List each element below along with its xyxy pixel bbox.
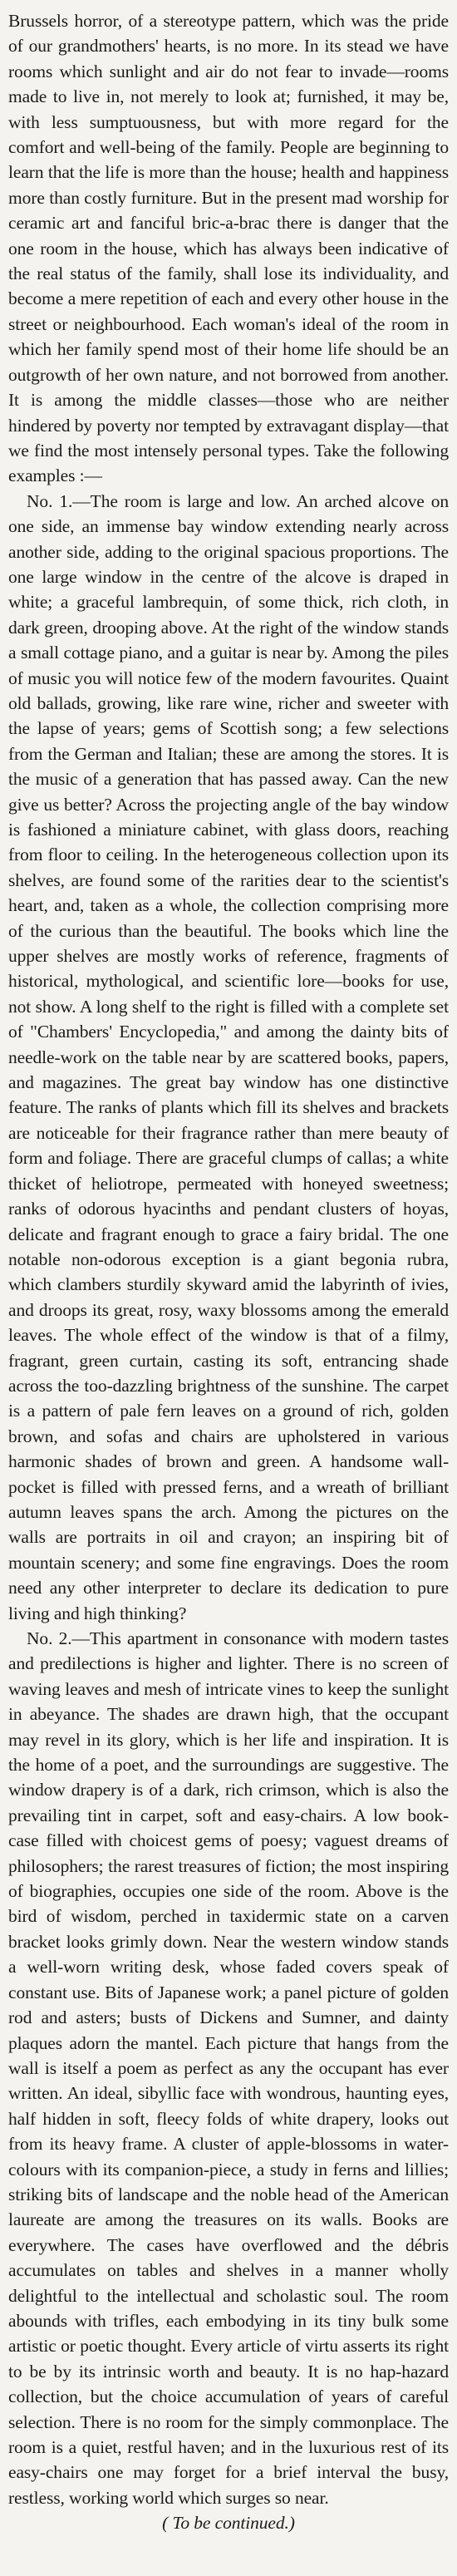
article-column: [8, 8, 449, 2536]
article-paragraph-room-two: No. 2.—This apartment in consonance with modern tastes and predilections is higher and lighter. There is no screen of waving leaves and mesh of intricate vines to keep the sunlight in abeyance. The shades are drawn high, that the occupant may revel in its glory, which is her life and inspiration. It is the home of a poet, and the surroundings are suggestive. The window drapery is of a dark, rich crimson, which is also the prevailing tint in carpet, soft and easy-chairs. A low book-case filled with choicest gems of poesy; vaguest dreams of philosophers; the rarest treasures of fiction; the most inspiring of biographies, occupies one side of the room. Above is the bird of wisdom, perched in taxidermic state on a carven bracket looks grimly down. Near the western window stands a well-worn writing desk, whose faded covers speak of constant use. Bits of Japanese work; a panel picture of golden rod and asters; busts of Dickens and Sumner, and dainty plaques adorn the mantel. Each picture that hangs from the wall is itself a poem as perfect as any the occupant has ever written. An ideal, sibyllic face with wondrous, haunting eyes, half hidden in soft, fleecy folds of white drapery, looks out from its heavy frame. A cluster of apple-blossoms in water-colours with its companion-piece, a study in ferns and lillies; striking bits of landscape and the noble head of the American laureate are among the treasures on its walls. Books are everywhere. The cases have overflowed and the débris accumulates on tables and shelves in a manner wholly delightful to the intellectual and scholastic soul. The room abounds with trifles, each embodying in its tiny bulk some artistic or poetic thought. Every article of virtu asserts its right to be by its intrinsic worth and beauty. It is no hap-hazard collection, but the choice accumulation of years of careful selection. There is no room for the simply commonplace. The room is a quiet, restful haven; and in the luxurious rest of its easy-chairs one may forget for a brief interval the busy, restless, working world which surges so near.: [8, 1628, 449, 2508]
article-paragraph-room-one: No. 1.—The room is large and low. An arched alcove on one side, an immense bay window extending nearly across another side, adding to the original spacious proportions. The one large window in the centre of the alcove is draped in white; a graceful lambrequin, of some thick, rich cloth, in dark green, drooping above. At the right of the window stands a small cottage piano, and a guitar is near by. Among the piles of music you will notice few of the modern favourites. Quaint old ballads, growing, like rare wine, richer and sweeter with the lapse of years; gems of Scottish song; a few selections from the German and Italian; these are among the stores. It is the music of a generation that has passed away. Can the new give us better? Across the projecting angle of the bay window is fashioned a miniature cabinet, with glass doors, reaching from floor to ceiling. In the heterogeneous collection upon its shelves, are found some of the rarities dear to the scientist's heart, and, taken as a whole, the collection comprising more of the curious than the beautiful. The books which line the upper shelves are mostly works of reference, fragments of historical, mythological, and scientific lore—books for use, not show. A long shelf to the right is filled with a complete set of "Chambers' Encyclopedia," and among the dainty bits of needle-work on the table near by are scattered books, papers, and magazines. The great bay window has one distinctive feature. The ranks of plants which fill its shelves and brackets are noticeable for their fragrance rather than mere beauty of form and foliage. There are graceful clumps of callas; a white thicket of heliotrope, permeated with honeyed sweetness; ranks of odorous hyacinths and pendant clusters of hoyas, delicate and fragrant enough to grace a fairy bridal. The one notable non-odorous exception is a giant begonia rubra, which clambers sturdily skyward amid the labyrinth of ivies, and droops its great, rosy, waxy blossoms among the emerald leaves. The whole effect of the window is that of a filmy, fragrant, green curtain, casting its soft, entrancing shade across the too-dazzling brightness of the sunshine. The carpet is a pattern of pale fern leaves on a ground of rich, golden brown, and sofas and chairs are upholstered in various harmonic shades of brown and green. A handsome wall-pocket is filled with pressed ferns, and a wreath of brilliant autumn leaves spans the arch. Among the pictures on the walls are portraits in oil and crayon; an inspiring bit of mountain scenery; and some fine engravings. Does the room need any other interpreter to declare its dedication to pure living and high thinking?: [8, 490, 449, 1623]
article-paragraph-intro: Brussels horror, of a stereotype pattern, which was the pride of our grandmothers' hearts, is no more. In its stead we have rooms which sunlight and air do not fear to invade—rooms made to live in, not merely to look at; furnished, it may be, with less sumptuousness, but with more regard for the comfort and well-being of the family. People are beginning to learn that the life is more than the house; health and happiness more than costly furniture. But in the present mad worship for ceramic art and fanciful bric-a-brac there is danger that the one room in the house, which has always been indicative of the real status of the family, shall lose its individuality, and become a mere repetition of each and every other house in the street or neighbourhood. Each woman's ideal of the room in which her family spend most of their home life should be an outgrowth of her own nature, and not borrowed from another. It is among the middle classes—those who are neither hindered by poverty nor tempted by extravagant display—that we find the most intensely personal types. Take the following examples :—: [8, 11, 449, 486]
to-be-continued-note: ( To be continued.): [162, 2513, 295, 2534]
